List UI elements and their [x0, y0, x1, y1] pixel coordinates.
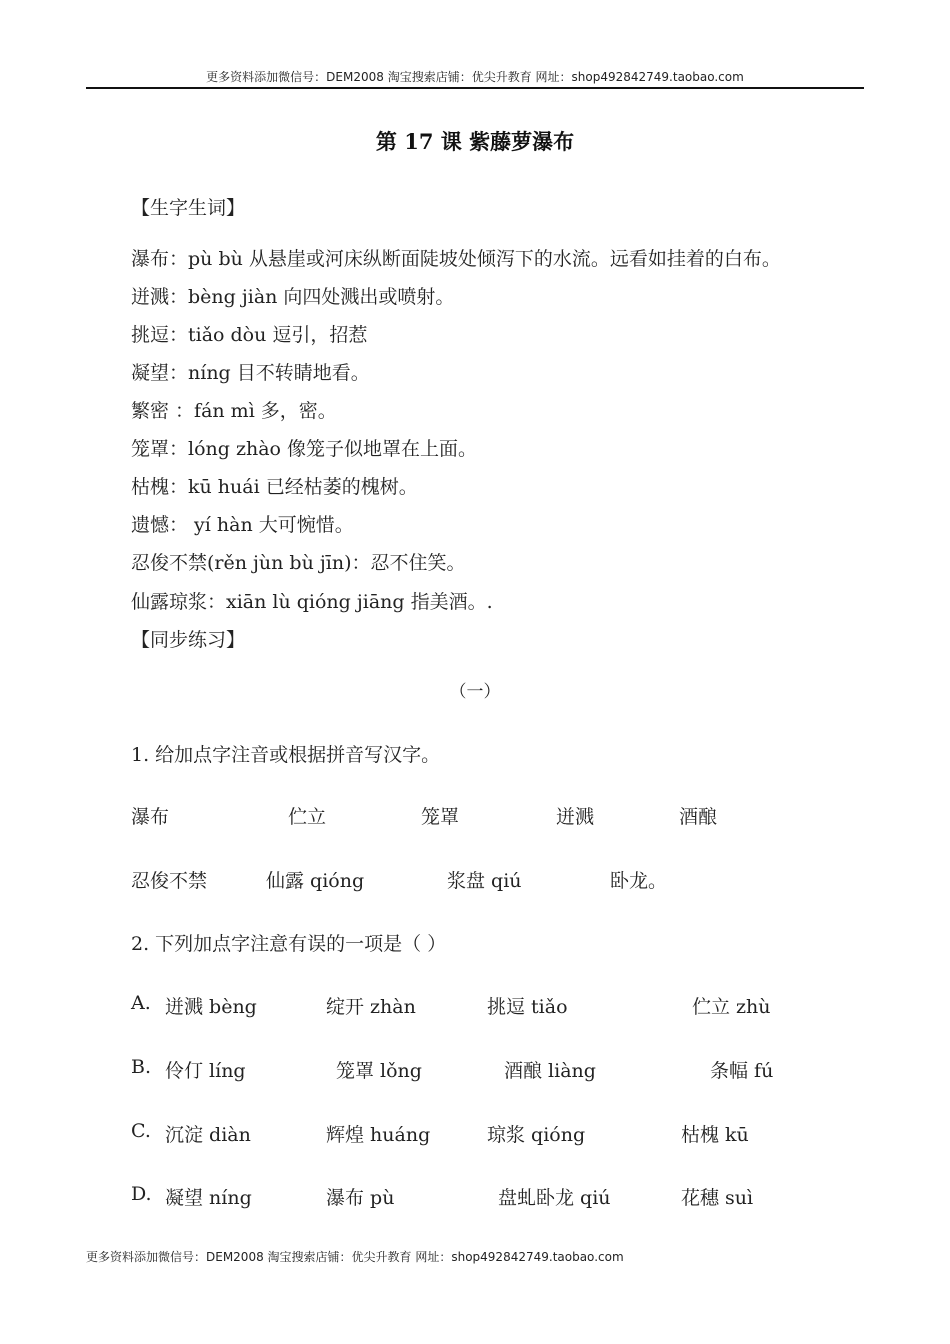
option-item: 绽开 zhàn	[326, 996, 416, 1018]
vocab-item: 遗憾： yí hàn 大可惋惜。	[131, 514, 354, 536]
question-1-prompt: 1. 给加点字注音或根据拼音写汉字。	[131, 744, 441, 766]
vocab-item: 凝望：níng 目不转睛地看。	[131, 362, 370, 384]
vocab-item: 枯槐：kū huái 已经枯萎的槐树。	[131, 476, 418, 498]
header-divider	[86, 87, 864, 89]
option-item: 琼浆 qióng	[487, 1124, 586, 1146]
vocab-item: 瀑布：pù bù 从悬崖或河床纵断面陡坡处倾泻下的水流。远看如挂着的白布。	[131, 248, 781, 270]
vocab-item: 迸溅：bèng jiàn 向四处溅出或喷射。	[131, 286, 455, 308]
section-label: （一）	[449, 682, 501, 702]
practice-heading: 【同步练习】	[131, 629, 246, 651]
option-item: 笼罩 lǒng	[336, 1060, 422, 1082]
option-item: 酒酿 liàng	[504, 1060, 596, 1082]
option-item: 沉淀 diàn	[165, 1124, 251, 1146]
option-item: 伫立 zhù	[692, 996, 771, 1018]
q1-word: 笼罩	[421, 806, 460, 828]
page-footer: 更多资料添加微信号：DEM2008 淘宝搜索店铺：优尖升教育 网址：shop492842749.taobao.com	[86, 1250, 624, 1264]
q1-word: 瀑布	[131, 806, 170, 828]
vocab-item: 繁密 ：fán mì 多，密。	[131, 400, 337, 422]
option-item: 挑逗 tiǎo	[487, 996, 568, 1018]
page-header: 更多资料添加微信号：DEM2008 淘宝搜索店铺：优尖升教育 网址：shop492842749.taobao.com	[206, 70, 744, 84]
q1-word: 卧龙。	[610, 870, 668, 892]
q1-word: 迸溅	[556, 806, 595, 828]
option-letter-d: D.	[131, 1183, 152, 1205]
vocab-item: 仙露琼浆：xiān lù qióng jiāng 指美酒。.	[131, 591, 493, 613]
vocab-item: 忍俊不禁(rěn jùn bù jīn)：忍不住笑。	[131, 552, 466, 574]
option-item: 瀑布 pù	[326, 1187, 395, 1209]
option-item: 条幅 fú	[710, 1060, 774, 1082]
vocab-item: 笼罩：lóng zhào 像笼子似地罩在上面。	[131, 438, 478, 460]
option-item: 凝望 níng	[165, 1187, 252, 1209]
question-2-prompt: 2. 下列加点字注意有误的一项是（ ）	[131, 933, 447, 955]
option-letter-a: A.	[131, 992, 151, 1014]
option-item: 盘虬卧龙 qiú	[498, 1187, 611, 1209]
vocab-heading: 【生字生词】	[131, 197, 246, 219]
option-item: 辉煌 huáng	[326, 1124, 431, 1146]
option-item: 枯槐 kū	[681, 1124, 749, 1146]
page-title: 第 17 课 紫藤萝瀑布	[375, 129, 575, 154]
q1-word: 仙露 qióng	[266, 870, 365, 892]
option-item: 迸溅 bèng	[165, 996, 257, 1018]
vocab-item: 挑逗：tiǎo dòu 逗引，招惹	[131, 324, 368, 346]
q1-word: 伫立	[288, 806, 327, 828]
q1-word: 浆盘 qiú	[447, 870, 522, 892]
option-letter-c: C.	[131, 1120, 151, 1142]
option-letter-b: B.	[131, 1056, 152, 1078]
q1-word: 忍俊不禁	[131, 870, 208, 892]
option-item: 花穗 suì	[681, 1187, 754, 1209]
q1-word: 酒酿	[679, 806, 718, 828]
option-item: 伶仃 líng	[165, 1060, 246, 1082]
